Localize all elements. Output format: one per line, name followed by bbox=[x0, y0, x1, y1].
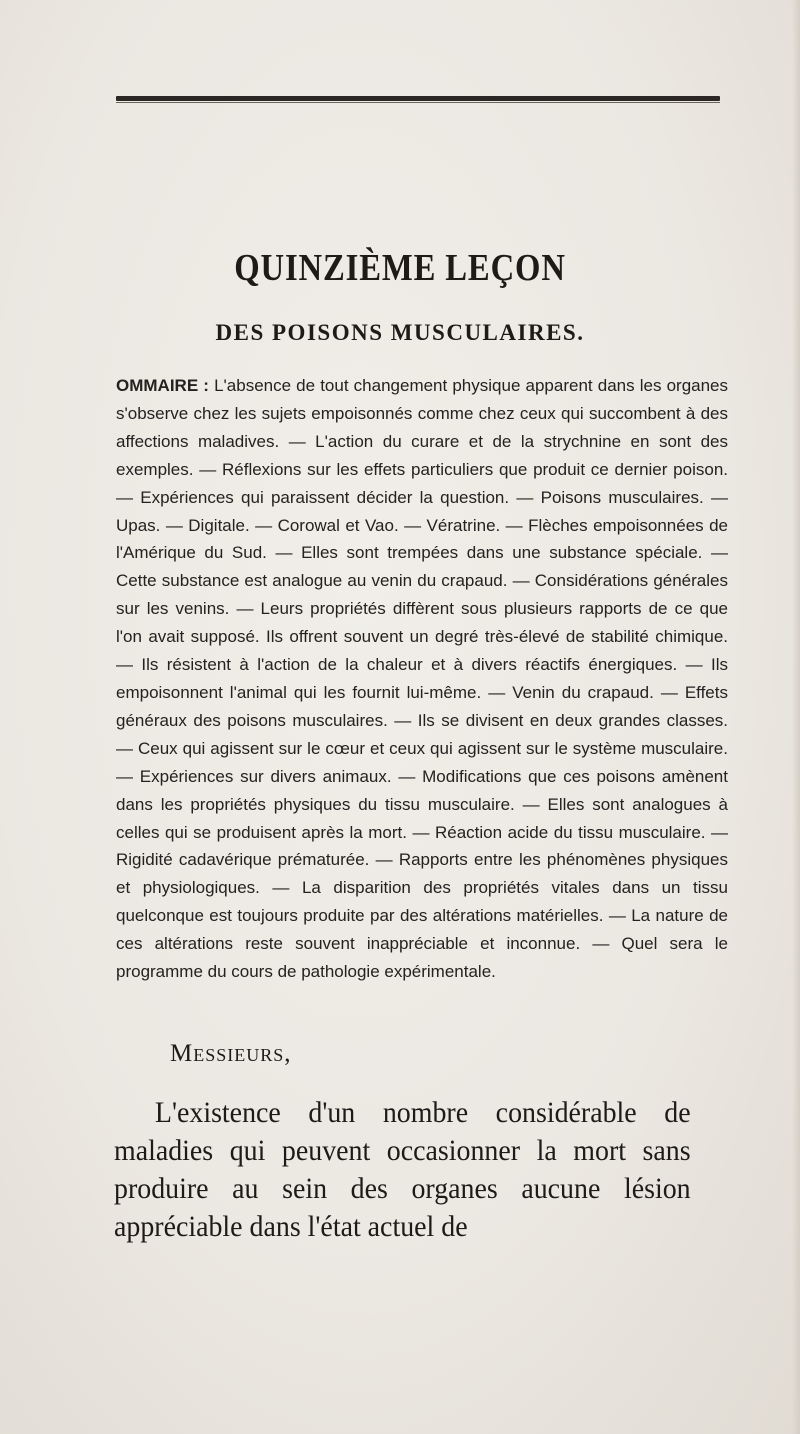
salutation: Messieurs, bbox=[170, 1040, 292, 1067]
lecon-title: QUINZIÈME LEÇON bbox=[234, 247, 566, 289]
sommaire-lead: OMMAIRE : bbox=[116, 376, 209, 395]
sommaire-text: L'absence de tout changement physique apparent dans les organes s'observe chez les sujets empoisonnés comme chez ceux qui succombent à des affections maladives. — L'action du curare et de la strychnine en sont des exemples. — Réflexions sur les effets particuliers que produit ce dernier poison. — Expériences qui paraissent décider la question. — Poisons musculaires. — Upas. — Digitale. — Corowal et Vao. — Vératrine. — Flèches empoisonnées de l'Amérique du Sud. — Elles sont trempées dans une substance spéciale. — Cette substance est analogue au venin du crapaud. — Considérations générales sur les venins. — Leurs propriétés diffèrent sous plusieurs rapports de ce que l'on avait supposé. Ils offrent souvent un degré très-élevé de stabilité chimique. — Ils résistent à l'action de la chaleur et à divers réactifs énergiques. — Ils empoisonnent l'animal qui les fournit lui-même. — Venin du crapaud. — Effets généraux des poisons musculaires. — Ils se divisent en deux grandes classes. — Ceux qui agissent sur le cœur et ceux qui agissent sur le système musculaire. — Expériences sur divers animaux. — Modifications que ces poisons amènent dans les propriétés physiques du tissu musculaire. — Elles sont analogues à celles qui se produisent après la mort. — Réaction acide du tissu musculaire. — Rigidité cadavérique prématurée. — Rapports entre les phénomènes physiques et physiologiques. — La disparition des propriétés vitales dans un tissu quelconque est toujours produite par des altérations matérielles. — La nature de ces altérations reste souvent inappréciable et inconnue. — Quel sera le programme du cours de pathologie expérimentale. bbox=[116, 376, 729, 982]
lecon-subtitle: DES POISONS MUSCULAIRES. bbox=[215, 320, 585, 345]
page-edge-shadow bbox=[792, 0, 800, 1434]
body-paragraph: L'existence d'un nombre considérable de maladies qui peuvent occasionner la mort sans produire au sein des organes aucune lésion appréciable dans l'état actuel de bbox=[114, 1096, 691, 1243]
header-rule bbox=[116, 96, 720, 101]
sommaire-paragraph bbox=[116, 372, 728, 986]
header-rule-thin bbox=[116, 102, 720, 103]
